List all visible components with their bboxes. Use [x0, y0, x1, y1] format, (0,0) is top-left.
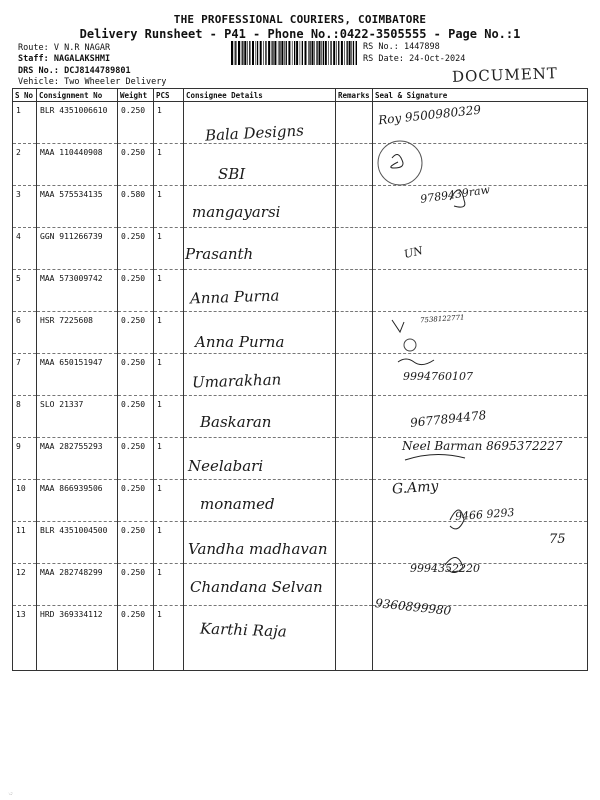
cell-sno: 4	[13, 228, 37, 270]
handwritten-signature: 7538122771	[419, 313, 465, 325]
cell-weight: 0.250	[118, 228, 154, 270]
cell-pcs: 1	[154, 228, 184, 270]
rs-no-label: RS No.:	[363, 42, 399, 52]
vehicle-label: Vehicle:	[18, 77, 59, 87]
cell-consignment-no: MAA 282755293	[37, 438, 118, 480]
handwritten-consignee: Anna Purna	[189, 286, 280, 308]
col-consignee: Consignee Details	[184, 89, 336, 102]
cell-consignment-no: BLR 4351006610	[37, 102, 118, 144]
cell-weight: 0.250	[118, 312, 154, 354]
cell-pcs: 1	[154, 564, 184, 606]
cell-pcs: 1	[154, 480, 184, 522]
cell-pcs: 1	[154, 606, 184, 671]
cell-consignment-no: HRD 369334112	[37, 606, 118, 671]
handwritten-consignee: Baskaran	[200, 413, 272, 431]
cell-pcs: 1	[154, 438, 184, 480]
handwritten-consignee: Prasanth	[185, 245, 254, 263]
cell-consignment-no: GGN 911266739	[37, 228, 118, 270]
cell-sno: 5	[13, 270, 37, 312]
handwritten-consignee: Chandana Selvan	[190, 578, 323, 596]
col-signature: Seal & Signature	[373, 89, 588, 102]
cell-sno: 8	[13, 396, 37, 438]
col-weight: Weight	[118, 89, 154, 102]
cell-pcs: 1	[154, 186, 184, 228]
cell-weight: 0.250	[118, 354, 154, 396]
handwritten-consignee: Bala Designs	[204, 121, 305, 145]
handwritten-consignee: Umarakhan	[191, 370, 282, 392]
cell-pcs: 1	[154, 354, 184, 396]
rs-date-label: RS Date:	[363, 54, 404, 64]
col-sno: S No	[13, 89, 37, 102]
handwritten-signature: Neel Barman 8695372227	[402, 439, 563, 453]
drs-label: DRS No.:	[18, 66, 59, 76]
cell-consignment-no: SLO 21337	[37, 396, 118, 438]
cell-sno: 2	[13, 144, 37, 186]
staff-value: NAGALAKSHMI	[53, 54, 111, 64]
rs-date-value: 24-Oct-2024	[409, 54, 466, 64]
cell-sno: 3	[13, 186, 37, 228]
handwritten-consignee: mangayarsi	[192, 203, 281, 221]
company-title: THE PROFESSIONAL COURIERS, COIMBATORE	[173, 13, 427, 26]
scan-mark: ☜	[8, 790, 13, 798]
col-consignment: Consignment No	[37, 89, 118, 102]
cell-consignment-no: MAA 282748299	[37, 564, 118, 606]
drs-value: DCJ8144789801	[64, 66, 131, 76]
handwritten-consignee: Anna Purna	[195, 333, 285, 351]
cell-weight: 0.250	[118, 102, 154, 144]
rs-no-value: 1447898	[403, 42, 440, 52]
handwritten-consignee: SBI	[218, 165, 246, 183]
cell-pcs: 1	[154, 144, 184, 186]
cell-sno: 6	[13, 312, 37, 354]
cell-weight: 0.250	[118, 606, 154, 671]
cell-weight: 0.250	[118, 270, 154, 312]
cell-sno: 1	[13, 102, 37, 144]
cell-weight: 0.580	[118, 186, 154, 228]
handwritten-signature: 9994352220	[410, 562, 480, 575]
staff-label: Staff:	[18, 54, 49, 64]
handwritten-signature: 9789439raw	[419, 183, 491, 206]
handwritten-consignee: monamed	[200, 495, 275, 513]
cell-sno: 10	[13, 480, 37, 522]
cell-consignment-no: MAA 650151947	[37, 354, 118, 396]
handwritten-signature: G.Amy	[391, 478, 439, 498]
cell-sno: 12	[13, 564, 37, 606]
handwritten-signature: 9994760107	[403, 370, 473, 383]
cell-weight: 0.250	[118, 396, 154, 438]
handwritten-consignee: Vandha madhavan	[188, 540, 328, 558]
cell-pcs: 1	[154, 312, 184, 354]
handwritten-signature: 9360899980	[374, 596, 452, 618]
route-value: V N.R NAGAR	[53, 43, 111, 53]
handwritten-consignee: Neelabari	[188, 457, 264, 475]
cell-pcs: 1	[154, 522, 184, 564]
document-handwritten-stamp: DOCUMENT	[451, 64, 559, 86]
cell-sno: 7	[13, 354, 37, 396]
cell-weight: 0.250	[118, 144, 154, 186]
cell-pcs: 1	[154, 396, 184, 438]
cell-consignment-no: MAA 110440908	[37, 144, 118, 186]
cell-consignment-no: MAA 573009742	[37, 270, 118, 312]
cell-weight: 0.250	[118, 480, 154, 522]
runsheet-subtitle: Delivery Runsheet - P41 - Phone No.:0422-3505555 - Page No.:1	[79, 27, 521, 41]
cell-pcs: 1	[154, 270, 184, 312]
cell-weight: 0.250	[118, 522, 154, 564]
route-label: Route:	[18, 43, 49, 53]
cell-weight: 0.250	[118, 438, 154, 480]
cell-pcs: 1	[154, 102, 184, 144]
cell-weight: 0.250	[118, 564, 154, 606]
vehicle-value: Two Wheeler Delivery	[64, 77, 167, 87]
handwritten-signature: UN	[402, 243, 425, 262]
col-remarks: Remarks	[336, 89, 373, 102]
handwritten-signature: 9677894478	[409, 408, 487, 430]
handwritten-signature: 9466 9293	[454, 505, 515, 524]
cell-consignment-no: MAA 866939506	[37, 480, 118, 522]
cell-sno: 13	[13, 606, 37, 671]
cell-sno: 9	[13, 438, 37, 480]
cell-consignment-no: MAA 575534135	[37, 186, 118, 228]
cell-sno: 11	[13, 522, 37, 564]
cell-consignment-no: BLR 4351004500	[37, 522, 118, 564]
margin-note: 75	[549, 532, 566, 547]
handwritten-consignee: Karthi Raja	[199, 619, 288, 641]
handwritten-signature: Roy 9500980329	[377, 102, 482, 128]
col-pcs: PCS	[154, 89, 184, 102]
cell-consignment-no: HSR 7225608	[37, 312, 118, 354]
